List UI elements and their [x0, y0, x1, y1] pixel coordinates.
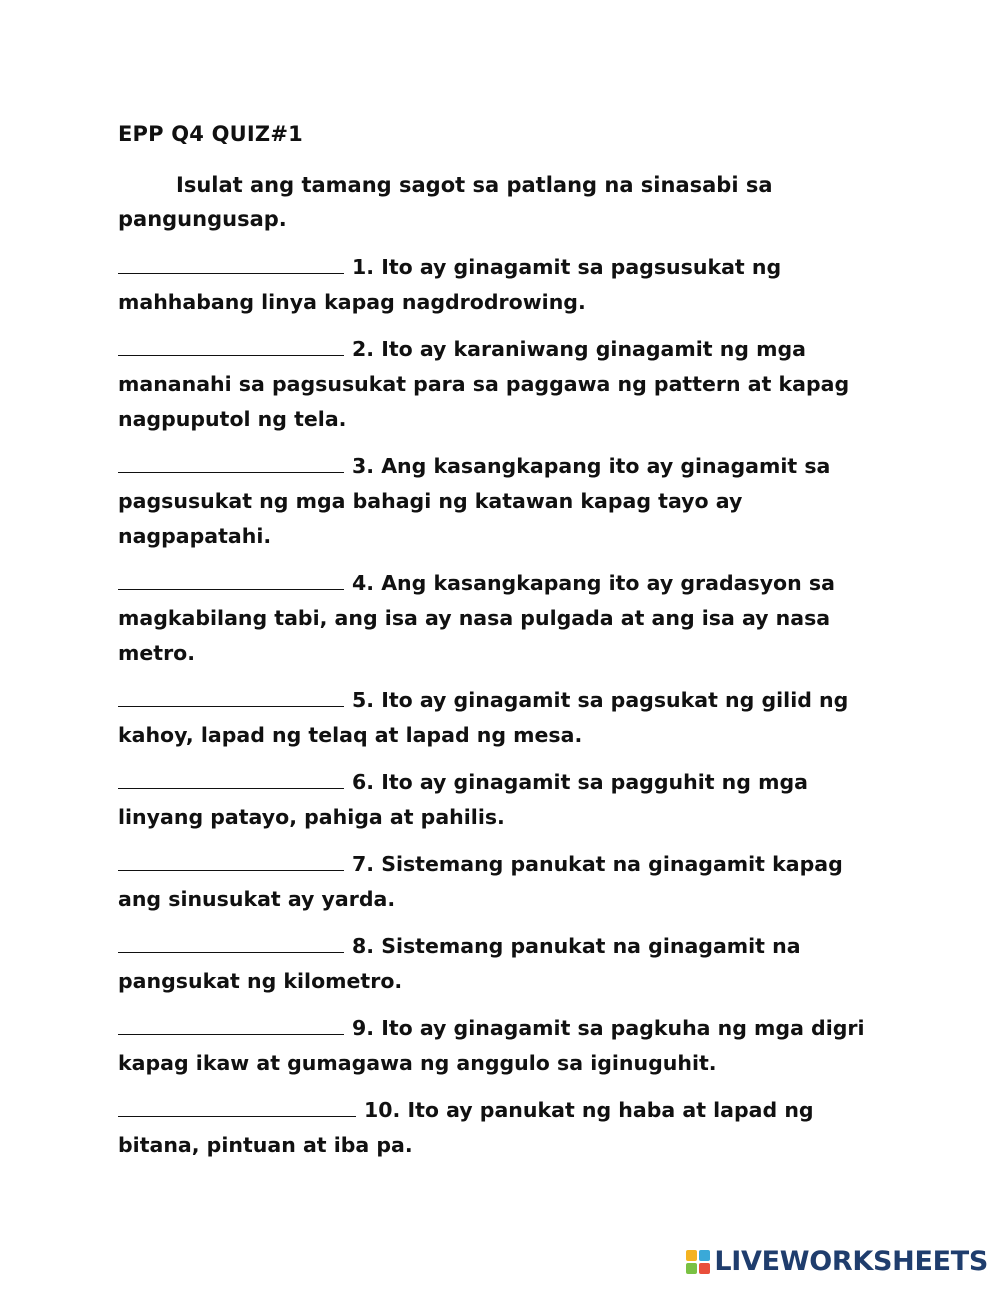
liveworksheets-logo	[686, 1246, 988, 1277]
question-list	[118, 250, 888, 1175]
logo-square-icon	[686, 1250, 697, 1261]
answer-blank-7[interactable]	[118, 848, 344, 871]
question-item	[118, 449, 888, 554]
question-item	[118, 250, 888, 320]
instructions: Isulat ang tamang sagot sa patlang na sinasabi sa pangungusap.	[118, 173, 773, 231]
logo-square-icon	[686, 1263, 697, 1274]
question-text: 4. Ang kasangkapang ito ay gradasyon sa magkabilang tabi, ang isa ay nasa pulgada at ang isa ay nasa metro.	[118, 571, 835, 665]
logo-square-icon	[699, 1263, 710, 1274]
question-text: 10. Ito ay panukat ng haba at lapad ng bitana, pintuan at iba pa.	[118, 1098, 814, 1157]
question-item	[118, 847, 888, 917]
question-text: 9. Ito ay ginagamit sa pagkuha ng mga digri kapag ikaw at gumagawa ng anggulo sa iginuguhit.	[118, 1016, 865, 1075]
question-item	[118, 683, 888, 753]
logo-square-icon	[699, 1250, 710, 1261]
question-text: 5. Ito ay ginagamit sa pagsukat ng gilid ng kahoy, lapad ng telaq at lapad ng mesa.	[118, 688, 849, 747]
question-text: 7. Sistemang panukat na ginagamit kapag ang sinusukat ay yarda.	[118, 852, 843, 911]
answer-blank-1[interactable]	[118, 251, 344, 274]
question-text: 6. Ito ay ginagamit sa pagguhit ng mga linyang patayo, pahiga at pahilis.	[118, 770, 808, 829]
question-item	[118, 332, 888, 437]
question-item	[118, 566, 888, 671]
question-item	[118, 1093, 888, 1163]
question-text: 3. Ang kasangkapang ito ay ginagamit sa pagsusukat ng mga bahagi ng katawan kapag tayo ay nagpapatahi.	[118, 454, 831, 548]
answer-blank-2[interactable]	[118, 333, 344, 356]
answer-blank-4[interactable]	[118, 567, 344, 590]
question-text: 2. Ito ay karaniwang ginagamit ng mga mananahi sa pagsusukat para sa paggawa ng pattern at kapag nagpuputol ng tela.	[118, 337, 850, 431]
answer-blank-6[interactable]	[118, 766, 344, 789]
brand-name: LIVEWORKSHEETS	[714, 1246, 988, 1277]
page-title: EPP Q4 QUIZ#1	[118, 122, 303, 146]
question-item	[118, 765, 888, 835]
answer-blank-10[interactable]	[118, 1094, 356, 1117]
answer-blank-5[interactable]	[118, 684, 344, 707]
liveworksheets-logo-icon	[686, 1250, 710, 1274]
answer-blank-9[interactable]	[118, 1012, 344, 1035]
answer-blank-3[interactable]	[118, 450, 344, 473]
answer-blank-8[interactable]	[118, 930, 344, 953]
question-text: 1. Ito ay ginagamit sa pagsusukat ng mahhabang linya kapag nagdrodrowing.	[118, 255, 782, 314]
question-item	[118, 929, 888, 999]
question-item	[118, 1011, 888, 1081]
question-text: 8. Sistemang panukat na ginagamit na pangsukat ng kilometro.	[118, 934, 801, 993]
